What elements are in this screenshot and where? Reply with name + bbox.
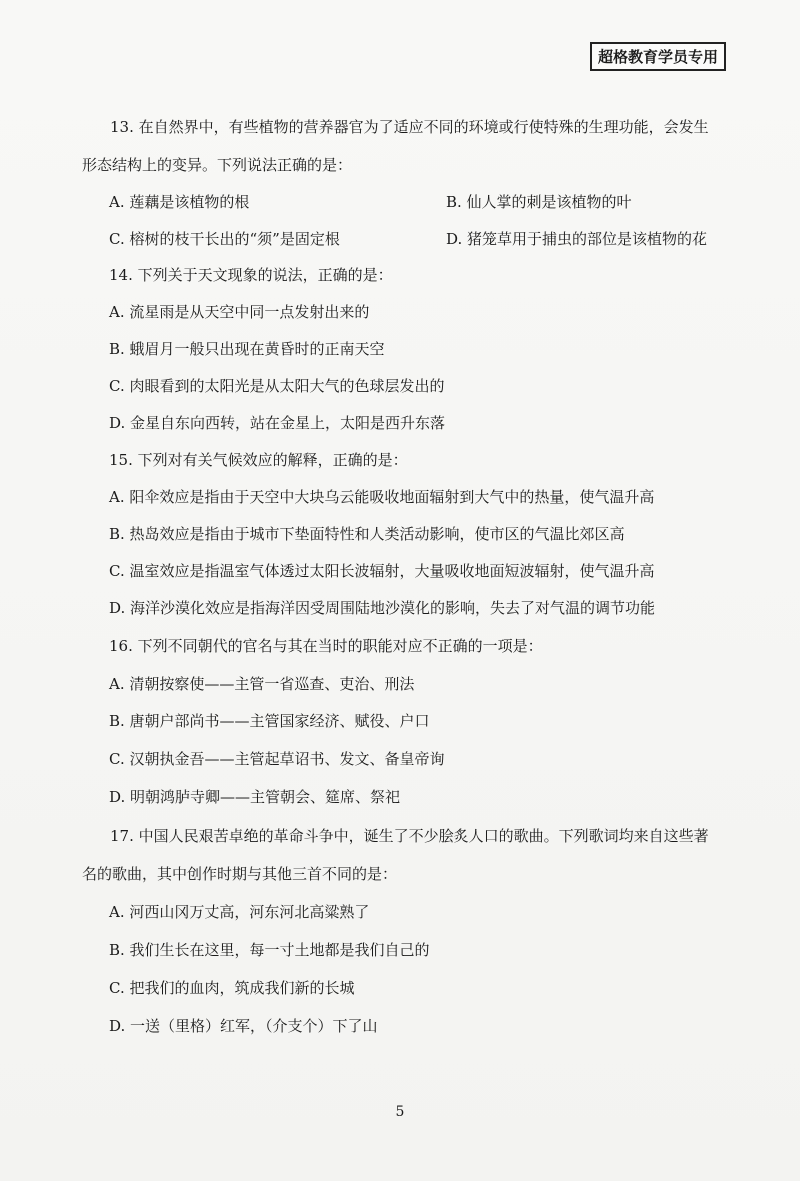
q13-option-b: B. 仙人掌的刺是该植物的叶: [446, 193, 632, 211]
q17-option-b: B. 我们生长在这里，每一寸土地都是我们自己的: [109, 941, 430, 959]
q16-option-c: C. 汉朝执金吾——主管起草诏书、发文、备皇帝询: [109, 750, 445, 768]
q17-option-d: D. 一送（里格）红军，（介支个）下了山: [109, 1017, 378, 1035]
q13-option-d: D. 猪笼草用于捕虫的部位是该植物的花: [446, 230, 708, 248]
q17-stem-line2: 名的歌曲，其中创作时期与其他三首不同的是：: [82, 865, 398, 883]
q14-stem: 14. 下列关于天文现象的说法，正确的是：: [109, 266, 393, 284]
q17-stem-line1: 17. 中国人民艰苦卓绝的革命斗争中，诞生了不少脍炙人口的歌曲。下列歌词均来自这些著: [110, 827, 709, 845]
q13-option-c: C. 榕树的枝干长出的“须”是固定根: [109, 230, 340, 248]
q13-stem-line1: 13. 在自然界中，有些植物的营养器官为了适应不同的环境或行使特殊的生理功能，会发生: [110, 118, 709, 136]
q15-option-d: D. 海洋沙漠化效应是指海洋因受周围陆地沙漠化的影响，失去了对气温的调节功能: [109, 599, 656, 617]
q15-option-c: C. 温室效应是指温室气体透过太阳长波辐射，大量吸收地面短波辐射，使气温升高: [109, 562, 655, 580]
q16-option-b: B. 唐朝户部尚书——主管国家经济、赋役、户口: [109, 712, 430, 730]
student-only-stamp: 超格教育学员专用: [590, 42, 726, 71]
q17-option-c: C. 把我们的血肉，筑成我们新的长城: [109, 979, 355, 997]
q13-stem-line2: 形态结构上的变异。下列说法正确的是：: [82, 156, 353, 174]
page-number: 5: [395, 1104, 405, 1120]
q15-stem: 15. 下列对有关气候效应的解释，正确的是：: [109, 451, 408, 469]
q14-option-c: C. 肉眼看到的太阳光是从太阳大气的色球层发出的: [109, 377, 445, 395]
q13-option-a: A. 莲藕是该植物的根: [109, 193, 250, 211]
q16-option-d: D. 明朝鸿胪寺卿——主管朝会、筵席、祭祀: [109, 788, 401, 806]
q16-option-a: A. 清朝按察使——主管一省巡查、吏治、刑法: [109, 675, 415, 693]
q14-option-a: A. 流星雨是从天空中同一点发射出来的: [109, 303, 370, 321]
q15-option-b: B. 热岛效应是指由于城市下垫面特性和人类活动影响，使市区的气温比郊区高: [109, 525, 625, 543]
q14-option-d: D. 金星自东向西转，站在金星上，太阳是西升东落: [109, 414, 446, 432]
q15-option-a: A. 阳伞效应是指由于天空中大块乌云能吸收地面辐射到大气中的热量，使气温升高: [109, 488, 655, 506]
q16-stem: 16. 下列不同朝代的官名与其在当时的职能对应不正确的一项是：: [109, 637, 543, 655]
q14-option-b: B. 蛾眉月一般只出现在黄昏时的正南天空: [109, 340, 385, 358]
q17-option-a: A. 河西山冈万丈高，河东河北高粱熟了: [109, 903, 370, 921]
